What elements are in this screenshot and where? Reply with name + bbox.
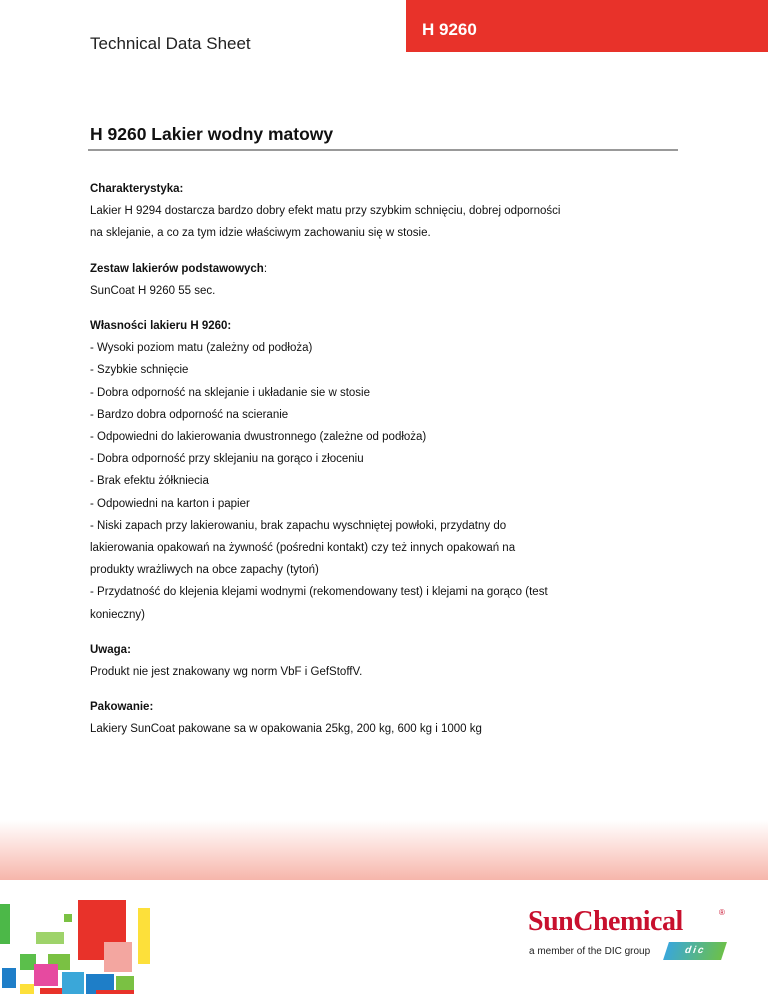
brand-wordmark: SunChemical xyxy=(528,906,683,937)
list-item: konieczny) xyxy=(90,608,145,621)
section-properties xyxy=(90,315,650,626)
paragraph-line: Produkt nie jest znakowany wg norm VbF i GefStoffV. xyxy=(90,666,363,679)
mosaic-tile xyxy=(36,932,64,944)
document-body xyxy=(90,178,650,754)
registered-mark: ® xyxy=(719,908,725,917)
list-item: - Bardzo dobra odporność na scieranie xyxy=(90,408,289,421)
document-title: H 9260 Lakier wodny matowy xyxy=(90,124,334,144)
list-item: - Odpowiedni na karton i papier xyxy=(90,497,250,510)
section-heading: Pakowanie: xyxy=(90,701,154,714)
list-item: - Wysoki poziom matu (zależny od podłoża) xyxy=(90,342,313,355)
section-note xyxy=(90,639,650,683)
mosaic-tile xyxy=(40,988,62,994)
section-packaging xyxy=(90,696,650,740)
list-item: produkty wrażliwych na obce zapachy (tytoń) xyxy=(90,564,319,577)
mosaic-tile xyxy=(64,914,72,922)
mosaic-tile xyxy=(0,904,10,944)
list-item: - Przydatność do klejenia klejami wodnymi (rekomendowany test) i klejami na gorąco (test xyxy=(90,586,548,599)
list-item: - Niski zapach przy lakierowaniu, brak zapachu wyschniętej powłoki, przydatny do xyxy=(90,519,507,532)
mosaic-tile xyxy=(20,984,34,994)
list-item: - Dobra odporność przy sklejaniu na gorąco i złoceniu xyxy=(90,453,364,466)
list-item: - Brak efektu żółkniecia xyxy=(90,475,209,488)
mosaic-tile xyxy=(104,942,132,972)
section-heading-text: Zestaw lakierów podstawowych xyxy=(90,262,264,275)
mosaic-tile xyxy=(2,968,16,988)
section-heading-colon: : xyxy=(263,262,268,275)
list-item: - Odpowiedni do lakierowania dwustronnego (zależne od podłoża) xyxy=(90,431,427,444)
paragraph-line: Lakier H 9294 dostarcza bardzo dobry efekt matu przy szybkim schnięciu, dobrej odporności xyxy=(90,205,561,218)
header-label: Technical Data Sheet xyxy=(90,34,251,53)
mosaic-tile xyxy=(34,964,58,986)
mosaic-tile xyxy=(96,990,134,994)
paragraph-line: na sklejanie, a co za tym idzie właściwym zachowaniu się w stosie. xyxy=(90,227,431,240)
section-heading: Własności lakieru H 9260: xyxy=(90,320,232,333)
brand-tagline: a member of the DIC group xyxy=(529,946,651,957)
section-heading: Charakterystyka: xyxy=(90,183,184,195)
sunchemical-logo xyxy=(528,906,728,986)
decorative-mosaic xyxy=(0,880,150,994)
list-item: - Szybkie schnięcie xyxy=(90,364,189,377)
mosaic-tile xyxy=(138,908,150,964)
section-heading: Uwaga: xyxy=(90,643,131,656)
product-code-tab: H 9260 xyxy=(406,0,768,52)
footer-gradient-band xyxy=(0,820,768,880)
section-heading xyxy=(90,258,650,280)
mosaic-tile xyxy=(62,972,84,994)
list-item: - Dobra odporność na sklejanie i układanie sie w stosie xyxy=(90,386,370,399)
dic-logo-icon: dic xyxy=(663,942,727,960)
list-item: lakierowania opakowań na żywność (pośredni kontakt) czy też innych opakowań na xyxy=(90,542,516,555)
section-base-set xyxy=(90,258,650,302)
title-divider xyxy=(88,149,678,151)
paragraph-line: Lakiery SunCoat pakowane sa w opakowania 25kg, 200 kg, 600 kg i 1000 kg xyxy=(90,723,482,736)
section-characteristics xyxy=(90,178,650,245)
paragraph-line: SunCoat H 9260 55 sec. xyxy=(90,284,216,297)
